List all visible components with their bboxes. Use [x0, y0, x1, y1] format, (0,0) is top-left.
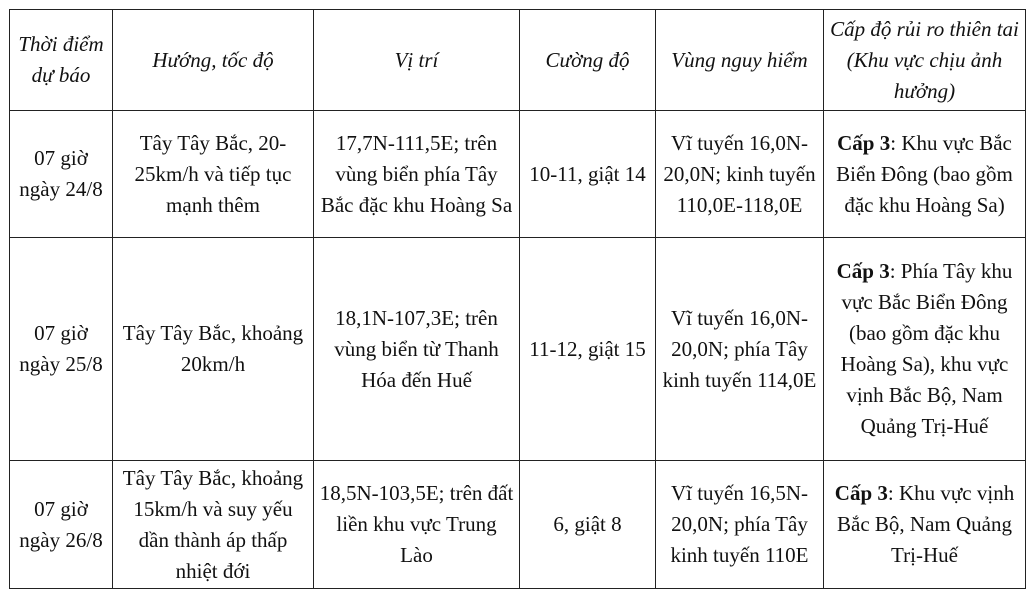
risk-area-text: : Khu vực Bắc Biển Đông (bao gồm đặc khu Hoàng Sa) [836, 130, 1013, 217]
cell-risk [824, 461, 1026, 589]
header-direction-speed: Hướng, tốc độ [113, 10, 314, 111]
cell-danger-zone: Vĩ tuyến 16,5N-20,0N; phía Tây kinh tuyến 110E [656, 461, 824, 589]
table-row [10, 238, 1026, 461]
cell-direction: Tây Tây Bắc, 20-25km/h và tiếp tục mạnh thêm [113, 111, 314, 238]
header-intensity: Cường độ [520, 10, 656, 111]
header-forecast-time: Thời điểm dự báo [10, 10, 113, 111]
cell-time: 07 giờ ngày 26/8 [10, 461, 113, 589]
risk-level-label: Cấp 3 [836, 259, 890, 283]
cell-risk [824, 238, 1026, 461]
storm-forecast-table [9, 9, 1026, 589]
cell-direction: Tây Tây Bắc, khoảng 15km/h và suy yếu dần thành áp thấp nhiệt đới [113, 461, 314, 589]
risk-area-text: : Khu vực vịnh Bắc Bộ, Nam Quảng Trị-Huế [837, 481, 1015, 567]
table-header-row [10, 10, 1026, 111]
table-row [10, 461, 1026, 589]
cell-intensity: 11-12, giật 15 [520, 238, 656, 461]
risk-level-label: Cấp 3 [834, 481, 888, 505]
cell-danger-zone: Vĩ tuyến 16,0N-20,0N; kinh tuyến 110,0E-118,0E [656, 111, 824, 238]
cell-time: 07 giờ ngày 24/8 [10, 111, 113, 238]
cell-risk [824, 111, 1026, 238]
cell-position: 17,7N-111,5E; trên vùng biển phía Tây Bắc đặc khu Hoàng Sa [314, 111, 520, 238]
table-row [10, 111, 1026, 238]
header-danger-zone: Vùng nguy hiểm [656, 10, 824, 111]
cell-time: 07 giờ ngày 25/8 [10, 238, 113, 461]
cell-direction: Tây Tây Bắc, khoảng 20km/h [113, 238, 314, 461]
header-risk-level: Cấp độ rủi ro thiên tai (Khu vực chịu ảnh hưởng) [824, 10, 1026, 111]
header-position: Vị trí [314, 10, 520, 111]
cell-danger-zone: Vĩ tuyến 16,0N-20,0N; phía Tây kinh tuyến 114,0E [656, 238, 824, 461]
cell-position: 18,5N-103,5E; trên đất liền khu vực Trung Lào [314, 461, 520, 589]
cell-intensity: 10-11, giật 14 [520, 111, 656, 238]
forecast-table-container [9, 9, 1026, 589]
cell-intensity: 6, giật 8 [520, 461, 656, 589]
cell-position: 18,1N-107,3E; trên vùng biển từ Thanh Hóa đến Huế [314, 238, 520, 461]
risk-level-label: Cấp 3 [837, 130, 891, 155]
risk-area-text: : Phía Tây khu vực Bắc Biển Đông (bao gồm đặc khu Hoàng Sa), khu vực vịnh Bắc Bộ, Nam Quảng Trị-Huế [840, 259, 1013, 438]
